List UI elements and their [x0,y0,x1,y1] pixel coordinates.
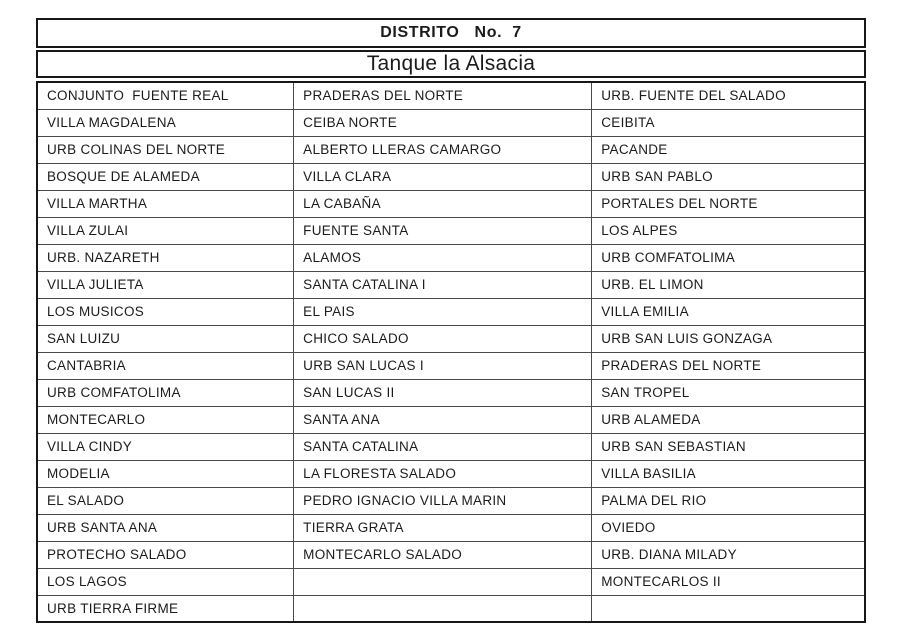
neighborhood-cell: SANTA ANA [294,406,592,433]
neighborhood-cell: VILLA CINDY [37,433,294,460]
table-row [37,244,865,271]
neighborhood-cell: MONTECARLOS II [592,568,865,595]
neighborhood-cell: CEIBA NORTE [294,109,592,136]
neighborhood-cell: SAN LUIZU [37,325,294,352]
neighborhood-cell: MONTECARLO [37,406,294,433]
neighborhood-cell: URB COMFATOLIMA [592,244,865,271]
neighborhood-cell [294,595,592,622]
table-row [37,325,865,352]
neighborhood-cell: CHICO SALADO [294,325,592,352]
table-row [37,136,865,163]
neighborhood-cell: LOS LAGOS [37,568,294,595]
district-table-document [36,18,866,623]
neighborhood-cell: VILLA MARTHA [37,190,294,217]
table-row [37,568,865,595]
neighborhood-cell: PRADERAS DEL NORTE [294,82,592,109]
neighborhood-cell: PACANDE [592,136,865,163]
neighborhood-cell: URB COMFATOLIMA [37,379,294,406]
neighborhood-cell: URB. EL LIMON [592,271,865,298]
neighborhood-cell: LOS ALPES [592,217,865,244]
neighborhood-cell: VILLA BASILIA [592,460,865,487]
table-row [37,82,865,109]
neighborhood-cell: PRADERAS DEL NORTE [592,352,865,379]
district-title: DISTRITO No. 7 [380,24,522,41]
table-row [37,109,865,136]
neighborhood-cell: VILLA JULIETA [37,271,294,298]
neighborhood-cell: URB ALAMEDA [592,406,865,433]
table-row [37,406,865,433]
neighborhood-cell: ALBERTO LLERAS CAMARGO [294,136,592,163]
neighborhood-cell: MODELIA [37,460,294,487]
table-row [37,217,865,244]
neighborhoods-table [36,81,866,623]
neighborhood-cell: FUENTE SANTA [294,217,592,244]
table-row [37,298,865,325]
neighborhood-cell: CEIBITA [592,109,865,136]
table-row [37,190,865,217]
neighborhood-cell: SAN TROPEL [592,379,865,406]
table-row [37,352,865,379]
table-row [37,460,865,487]
neighborhood-cell: BOSQUE DE ALAMEDA [37,163,294,190]
neighborhood-cell: VILLA ZULAI [37,217,294,244]
neighborhood-cell: URB. DIANA MILADY [592,541,865,568]
neighborhood-cell: URB SAN PABLO [592,163,865,190]
neighborhood-cell: LOS MUSICOS [37,298,294,325]
neighborhood-cell: VILLA CLARA [294,163,592,190]
table-row [37,379,865,406]
neighborhood-cell: CONJUNTO FUENTE REAL [37,82,294,109]
table-row [37,595,865,622]
neighborhood-cell: ALAMOS [294,244,592,271]
neighborhood-cell: URB. NAZARETH [37,244,294,271]
neighborhood-cell: PEDRO IGNACIO VILLA MARIN [294,487,592,514]
neighborhood-cell: LA CABAÑA [294,190,592,217]
neighborhood-cell: URB. FUENTE DEL SALADO [592,82,865,109]
neighborhood-cell: OVIEDO [592,514,865,541]
neighborhood-cell [592,595,865,622]
table-row [37,514,865,541]
neighborhood-cell: VILLA EMILIA [592,298,865,325]
neighborhood-cell: SANTA CATALINA [294,433,592,460]
neighborhood-cell: EL PAIS [294,298,592,325]
table-row [37,541,865,568]
tank-subtitle: Tanque la Alsacia [366,52,536,75]
neighborhood-cell: PROTECHO SALADO [37,541,294,568]
table-row [37,163,865,190]
neighborhood-cell: SANTA CATALINA I [294,271,592,298]
neighborhood-cell: URB COLINAS DEL NORTE [37,136,294,163]
neighborhood-cell: PORTALES DEL NORTE [592,190,865,217]
table-row [37,487,865,514]
neighborhood-cell: EL SALADO [37,487,294,514]
neighborhood-cell: PALMA DEL RIO [592,487,865,514]
neighborhood-cell: VILLA MAGDALENA [37,109,294,136]
tank-subtitle-box [36,50,866,78]
table-row [37,271,865,298]
table-row [37,433,865,460]
neighborhood-cell: LA FLORESTA SALADO [294,460,592,487]
neighborhood-cell: URB TIERRA FIRME [37,595,294,622]
neighborhood-cell: CANTABRIA [37,352,294,379]
district-title-box [36,18,866,48]
neighborhood-cell: TIERRA GRATA [294,514,592,541]
neighborhood-cell: URB SAN LUIS GONZAGA [592,325,865,352]
neighborhood-cell: URB SANTA ANA [37,514,294,541]
neighborhood-cell: MONTECARLO SALADO [294,541,592,568]
neighborhood-cell: SAN LUCAS II [294,379,592,406]
neighborhood-cell: URB SAN SEBASTIAN [592,433,865,460]
neighborhood-cell: URB SAN LUCAS I [294,352,592,379]
neighborhood-cell [294,568,592,595]
